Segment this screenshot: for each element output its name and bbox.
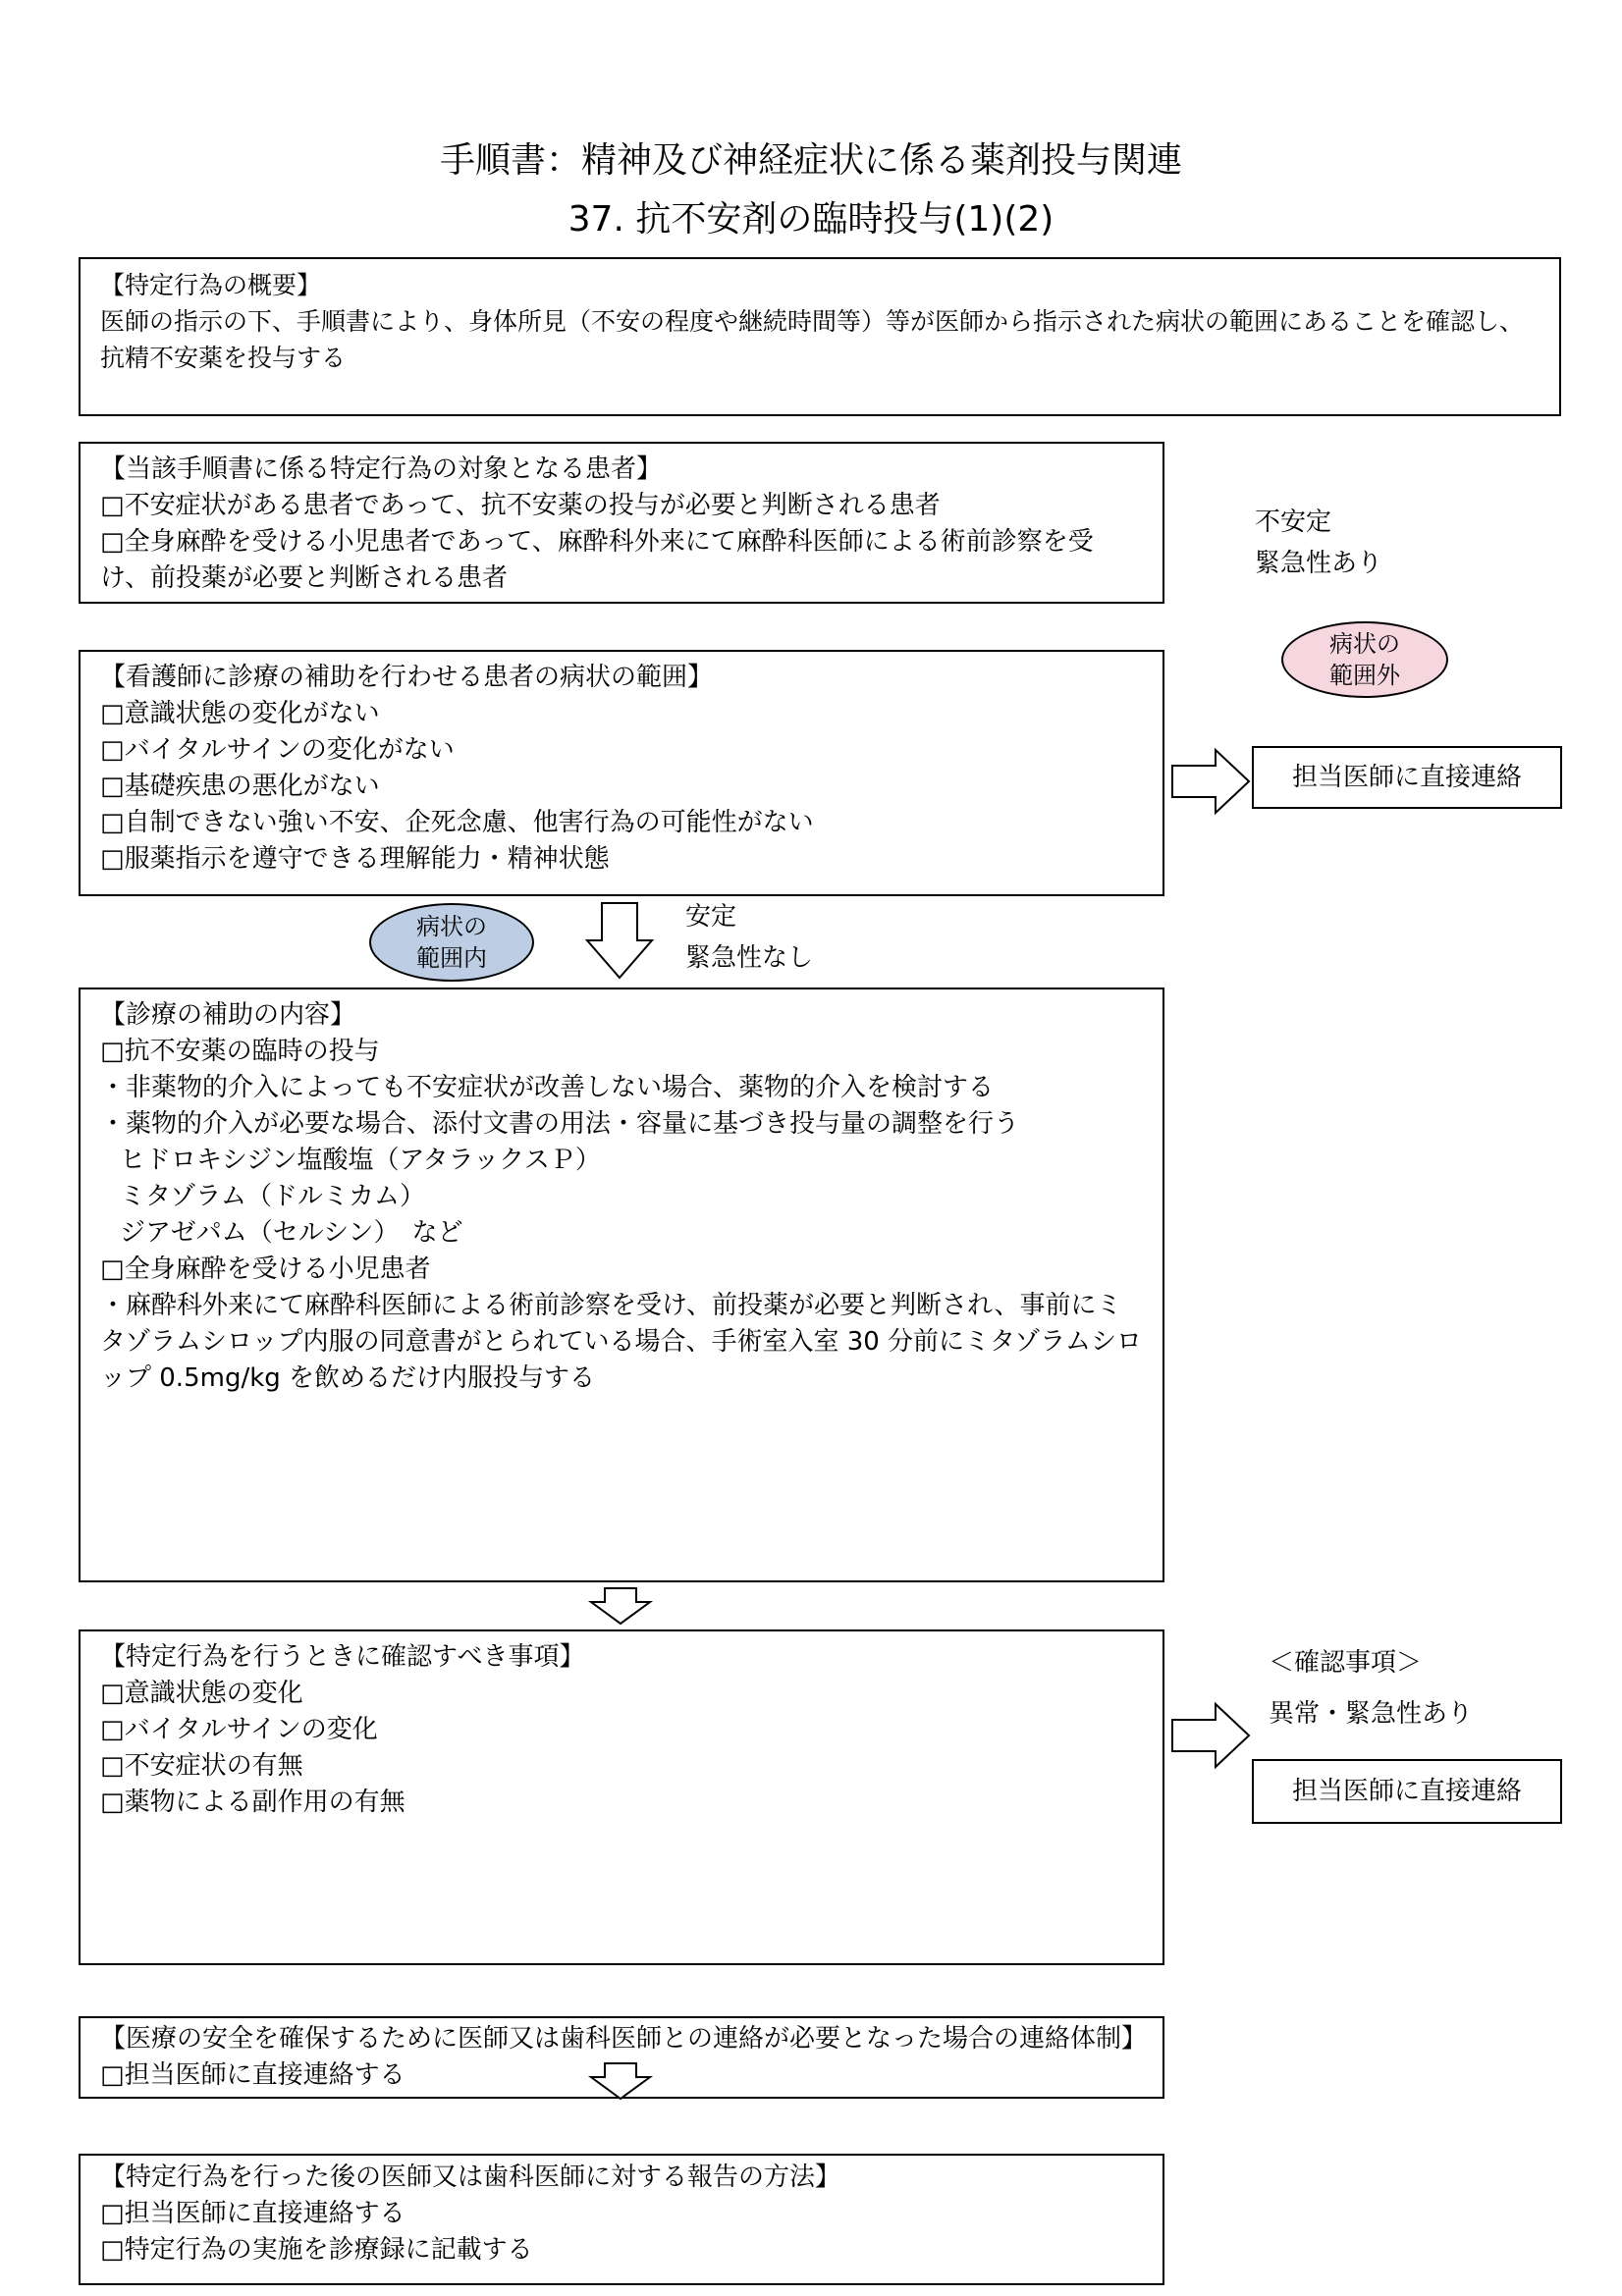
check-items-heading: 【特定行為を行うときに確認すべき事項】 bbox=[100, 1642, 585, 1672]
overview-box bbox=[79, 257, 1561, 416]
assist-content-box bbox=[79, 988, 1164, 1582]
condition-range-box bbox=[79, 650, 1164, 896]
outside-range-line1: 病状の bbox=[1329, 630, 1400, 658]
target-patients-heading: 【当該手順書に係る特定行為の対象となる患者】 bbox=[100, 454, 663, 484]
report-method-box bbox=[79, 2154, 1164, 2285]
condition-range-item: □服薬指示を遵守できる理解能力・精神状態 bbox=[100, 844, 610, 874]
condition-range-item: □意識状態の変化がない bbox=[100, 699, 380, 728]
down-arrow-icon bbox=[585, 901, 654, 980]
unstable-label: 不安定 bbox=[1255, 507, 1332, 537]
assist-content-line: ・非薬物的介入によっても不安症状が改善しない場合、薬物的介入を検討する bbox=[100, 1073, 995, 1102]
drug-name: ミタゾラム（ドルミカム） bbox=[120, 1182, 425, 1211]
contact-doctor-box: 担当医師に直接連絡 bbox=[1252, 746, 1562, 809]
report-method-heading: 【特定行為を行った後の医師又は歯科医師に対する報告の方法】 bbox=[100, 2163, 841, 2192]
page-title: 手順書：精神及び神経症状に係る薬剤投与関連 bbox=[439, 140, 1182, 181]
assist-content-line: ・薬物的介入が必要な場合、添付文書の用法・容量に基づき投与量の調整を行う bbox=[100, 1109, 1020, 1139]
contact-system-heading: 【医療の安全を確保するために医師又は歯科医師との連絡が必要となった場合の連絡体制】 bbox=[100, 2024, 1148, 2054]
check-items-box bbox=[79, 1629, 1164, 1965]
check-item: □意識状態の変化 bbox=[100, 1679, 303, 1708]
report-method-item: □担当医師に直接連絡する bbox=[100, 2199, 406, 2228]
page-subtitle: 37. 抗不安剤の臨時投与(1)(2) bbox=[568, 199, 1054, 240]
condition-range-item: □自制できない強い不安、企死念慮、他害行為の可能性がない bbox=[100, 808, 814, 837]
check-item: □不安症状の有無 bbox=[100, 1751, 303, 1781]
stable-label: 安定 bbox=[685, 902, 737, 932]
contact-doctor-box: 担当医師に直接連絡 bbox=[1252, 1759, 1562, 1824]
down-arrow-small-icon bbox=[589, 1586, 652, 1626]
check-item: □薬物による副作用の有無 bbox=[100, 1788, 406, 1817]
emergency-label: 緊急性あり bbox=[1255, 549, 1383, 578]
assist-content-line: □全身麻酔を受ける小児患者 bbox=[100, 1255, 431, 1284]
no-emergency-label: 緊急性なし bbox=[685, 943, 814, 973]
target-patients-box bbox=[79, 442, 1164, 604]
assist-content-paragraph: ・麻酔科外来にて麻酔科医師による術前診察を受け、前投薬が必要と判断され、事前にミタゾラムシロップ内服の同意書がとられている場合、手術室入室 30 分前にミタゾラムシロップ 0.5mg/kg を飲めるだけ内服投与する bbox=[100, 1291, 1143, 1393]
assist-content-line: □抗不安薬の臨時の投与 bbox=[100, 1037, 380, 1066]
target-patients-item: □不安症状がある患者であって、抗不安薬の投与が必要と判断される患者 bbox=[100, 491, 941, 520]
target-patients-item: □全身麻酔を受ける小児患者であって、麻酔科外来にて麻酔科医師による術前診察を受け、前投薬が必要と判断される患者 bbox=[100, 527, 1094, 593]
confirm-title: ＜確認事項＞ bbox=[1269, 1648, 1423, 1678]
inside-range-line2: 範囲内 bbox=[416, 944, 487, 972]
drug-name: ジアゼパム（セルシン） など bbox=[120, 1218, 463, 1248]
condition-range-item: □バイタルサインの変化がない bbox=[100, 735, 455, 765]
confirm-text: 異常・緊急性あり bbox=[1269, 1699, 1474, 1729]
outside-range-ellipse bbox=[1281, 621, 1448, 698]
assist-content-heading: 【診療の補助の内容】 bbox=[100, 1000, 356, 1030]
inside-range-ellipse bbox=[369, 903, 534, 982]
overview-heading: 【特定行為の概要】 bbox=[100, 271, 322, 299]
right-arrow-icon bbox=[1170, 1702, 1253, 1769]
report-method-item: □特定行為の実施を診療録に記載する bbox=[100, 2235, 533, 2265]
condition-range-item: □基礎疾患の悪化がない bbox=[100, 772, 380, 801]
check-item: □バイタルサインの変化 bbox=[100, 1715, 378, 1744]
outside-range-line2: 範囲外 bbox=[1329, 662, 1400, 689]
condition-range-heading: 【看護師に診療の補助を行わせる患者の病状の範囲】 bbox=[100, 663, 714, 692]
contact-system-item: □担当医師に直接連絡する bbox=[100, 2060, 406, 2090]
down-arrow-small-icon bbox=[589, 2061, 652, 2101]
inside-range-line1: 病状の bbox=[416, 913, 487, 940]
right-arrow-icon bbox=[1170, 748, 1253, 815]
overview-text: 医師の指示の下、手順書により、身体所見（不安の程度や継続時間等）等が医師から指示された病状の範囲にあることを確認し、抗精不安薬を投与する bbox=[100, 307, 1525, 372]
drug-name: ヒドロキシジン塩酸塩（アタラックスＰ） bbox=[120, 1146, 601, 1175]
